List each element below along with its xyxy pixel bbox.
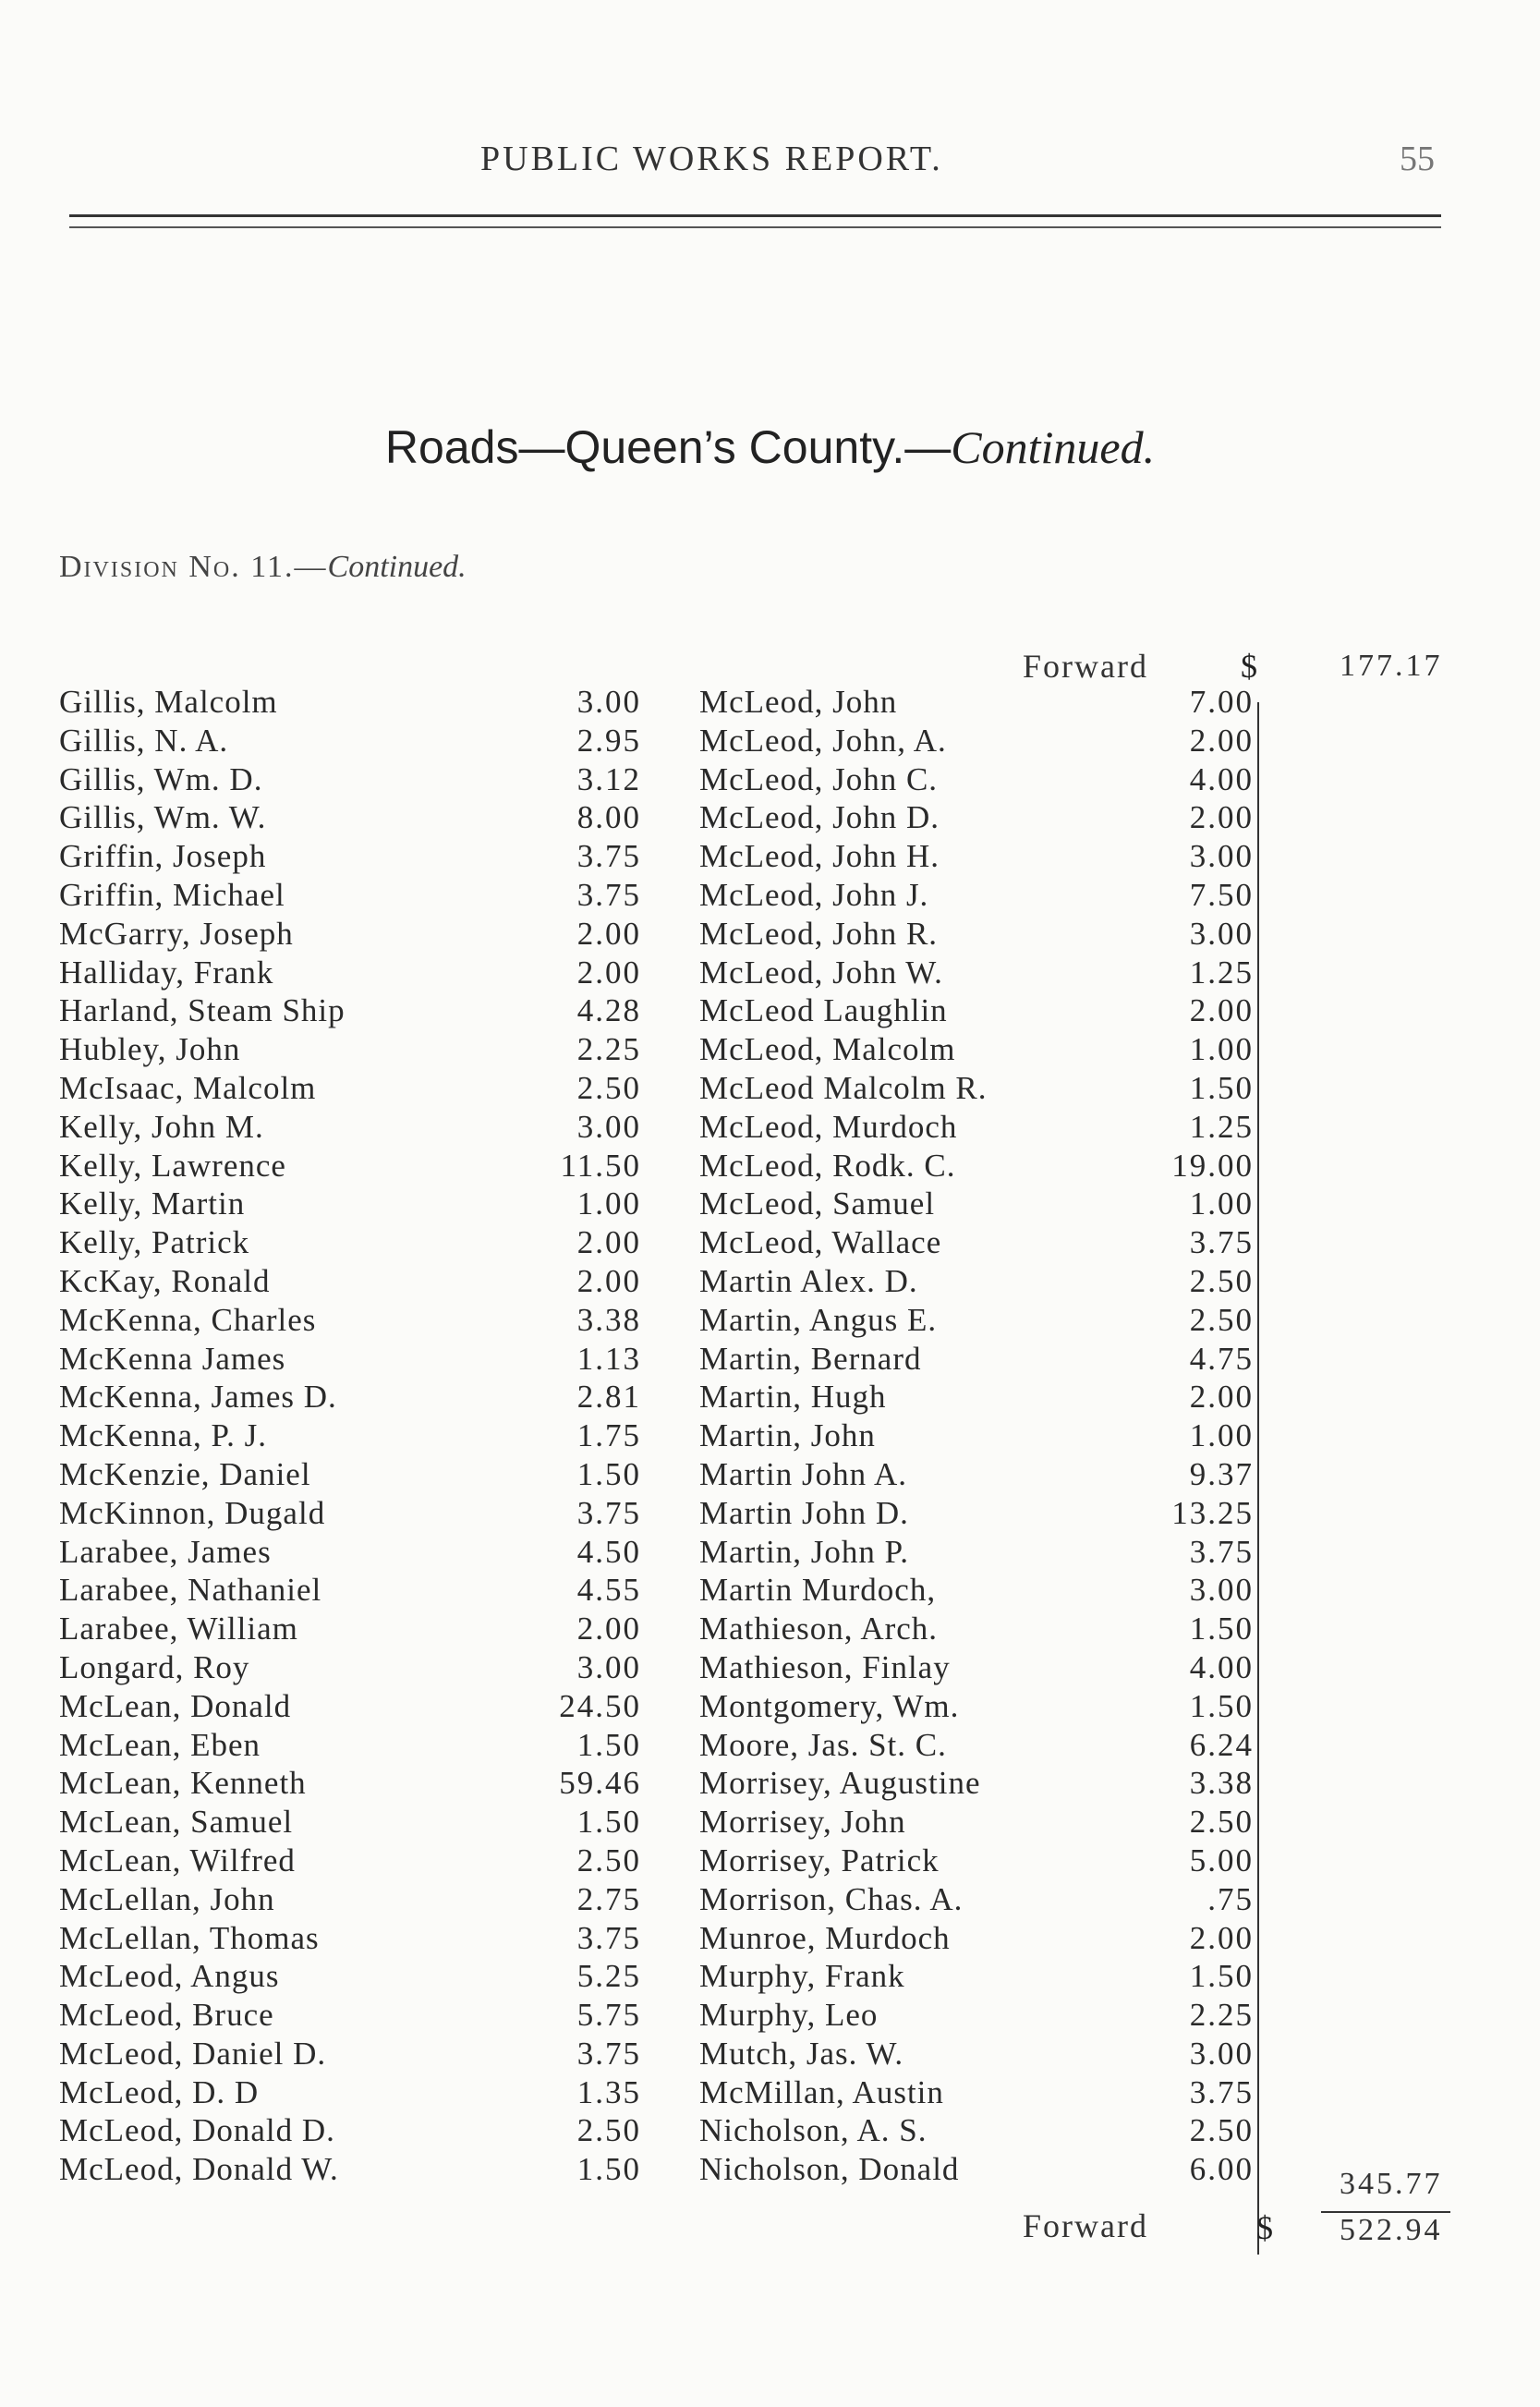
list-item	[699, 1920, 1254, 1959]
entry-amount: 24.50	[559, 1687, 641, 1724]
list-item	[59, 1185, 641, 1224]
entry-name: McLeod, D. D	[59, 2073, 260, 2110]
entry-name: Martin Alex. D.	[699, 1262, 918, 1299]
entry-amount: 3.75	[576, 876, 641, 913]
entry-amount: 5.75	[576, 1997, 641, 2034]
entry-amount: 2.50	[1189, 2112, 1254, 2149]
division-label: Division No.	[59, 550, 241, 584]
list-item	[699, 684, 1254, 723]
entry-name: McLeod, Bruce	[59, 1997, 274, 2034]
list-item	[699, 1688, 1254, 1727]
entry-name: Kelly, Patrick	[59, 1224, 250, 1261]
list-item	[699, 1997, 1254, 2036]
entry-amount: 1.00	[1189, 1031, 1254, 1068]
list-item	[59, 1842, 641, 1881]
entry-name: Morrison, Chas. A.	[699, 1880, 964, 1917]
entry-name: Martin, Hugh	[699, 1379, 887, 1416]
entry-amount: 2.00	[576, 954, 641, 991]
entry-name: Longard, Roy	[59, 1648, 250, 1685]
entry-name: Morrisey, John	[699, 1804, 906, 1841]
entry-amount: 4.00	[1189, 1648, 1254, 1685]
entry-name: Kelly, Lawrence	[59, 1147, 286, 1184]
amount-column-rule	[1257, 702, 1259, 2255]
entry-name: Gillis, Malcolm	[59, 684, 278, 720]
list-item	[699, 1224, 1254, 1263]
entry-name: McLeod, Rodk. C.	[699, 1147, 956, 1184]
entry-name: McLean, Samuel	[59, 1804, 294, 1841]
list-item	[59, 1109, 641, 1148]
entry-amount: 1.50	[1189, 1958, 1254, 1995]
list-item	[59, 954, 641, 993]
entry-name: Morrisey, Patrick	[699, 1842, 940, 1878]
entry-amount: 1.00	[576, 1185, 641, 1222]
entry-amount: 1.25	[1189, 1108, 1254, 1145]
entry-amount: 1.50	[1189, 1687, 1254, 1724]
forward-bottom-amount: 522.94	[1340, 2213, 1443, 2247]
list-item	[699, 992, 1254, 1031]
list-item	[59, 1920, 641, 1959]
entry-amount: 13.25	[1171, 1494, 1254, 1531]
entry-name: Larabee, James	[59, 1533, 272, 1570]
list-item	[699, 1572, 1254, 1611]
entry-amount: 7.00	[1189, 684, 1254, 720]
entry-name: McKenna, P. J.	[59, 1417, 267, 1454]
entry-name: Harland, Steam Ship	[59, 992, 346, 1029]
entry-amount: 2.00	[1189, 799, 1254, 836]
list-item	[699, 2151, 1254, 2190]
entry-amount: 2.25	[576, 1031, 641, 1068]
list-item	[699, 1070, 1254, 1109]
list-item	[699, 1534, 1254, 1573]
entry-amount: 3.00	[576, 1648, 641, 1685]
entry-name: Munroe, Murdoch	[699, 1919, 951, 1956]
list-item	[699, 723, 1254, 761]
division-heading	[59, 550, 467, 585]
header-rule	[69, 214, 1441, 228]
list-item	[699, 838, 1254, 877]
entry-amount: 1.50	[576, 1804, 641, 1841]
list-item	[699, 1031, 1254, 1070]
entry-name: Gillis, Wm. D.	[59, 760, 263, 797]
list-item	[59, 916, 641, 954]
entry-amount: 2.50	[1189, 1262, 1254, 1299]
entry-amount: 4.75	[1189, 1340, 1254, 1377]
entry-name: Moore, Jas. St. C.	[699, 1726, 947, 1763]
entry-name: McKenna James	[59, 1340, 286, 1377]
list-item	[59, 1456, 641, 1495]
list-item	[699, 954, 1254, 993]
list-item	[59, 992, 641, 1031]
entry-amount: 3.75	[1189, 1533, 1254, 1570]
left-entries-column	[59, 684, 641, 2190]
entry-name: McLeod, Angus	[59, 1958, 280, 1995]
entry-name: McKenna, Charles	[59, 1301, 317, 1338]
entry-amount: 3.75	[576, 2035, 641, 2072]
entry-name: Martin, John P.	[699, 1533, 909, 1570]
list-item	[59, 2112, 641, 2151]
list-item	[59, 1417, 641, 1456]
entry-name: McKinnon, Dugald	[59, 1494, 326, 1531]
entry-amount: 1.50	[1189, 1069, 1254, 1106]
entry-name: McLeod, John R.	[699, 915, 939, 952]
entry-name: McLeod, Donald W.	[59, 2151, 339, 2188]
entry-name: McIsaac, Malcolm	[59, 1069, 317, 1106]
list-item	[699, 1456, 1254, 1495]
entry-amount: 3.75	[1189, 1224, 1254, 1261]
list-item	[699, 1649, 1254, 1688]
entry-amount: 1.75	[576, 1417, 641, 1454]
division-number: 11.—	[250, 550, 328, 584]
section-title-continued: Continued.	[951, 421, 1156, 473]
entry-amount: 2.50	[576, 1069, 641, 1106]
entry-name: Griffin, Michael	[59, 876, 285, 913]
entry-name: McLeod, John	[699, 684, 898, 720]
list-item	[59, 1495, 641, 1534]
forward-top-currency: $	[1241, 648, 1257, 685]
list-item	[699, 1958, 1254, 1997]
running-head: PUBLIC WORKS REPORT.	[480, 140, 943, 178]
entry-name: McLellan, Thomas	[59, 1919, 320, 1956]
entry-amount: 1.35	[576, 2073, 641, 2110]
list-item	[699, 799, 1254, 838]
entry-amount: 2.00	[576, 1224, 641, 1261]
list-item	[59, 1958, 641, 1997]
entry-amount: 3.00	[1189, 2035, 1254, 2072]
entry-name: McLeod, Donald D.	[59, 2112, 335, 2149]
list-item	[699, 1765, 1254, 1804]
entry-name: Martin, John	[699, 1417, 876, 1454]
section-title-main: Roads—Queen’s County.—	[384, 421, 952, 473]
entry-name: McLeod, John, A.	[699, 722, 947, 759]
entry-name: McLean, Wilfred	[59, 1842, 296, 1878]
entry-name: McKenzie, Daniel	[59, 1455, 311, 1492]
page-number: 55	[1400, 140, 1435, 178]
list-item	[59, 1263, 641, 1302]
entry-name: Mathieson, Finlay	[699, 1648, 951, 1685]
list-item	[59, 2074, 641, 2113]
entry-amount: 1.50	[576, 1726, 641, 1763]
list-item	[59, 1688, 641, 1727]
list-item	[59, 684, 641, 723]
entry-amount: 2.00	[576, 1611, 641, 1647]
entry-amount: 2.50	[1189, 1301, 1254, 1338]
entry-amount: 6.24	[1189, 1726, 1254, 1763]
entry-name: Martin, Bernard	[699, 1340, 922, 1377]
entry-name: Kelly, Martin	[59, 1185, 246, 1222]
entry-name: Murphy, Leo	[699, 1997, 879, 2034]
entry-amount: 3.00	[1189, 1572, 1254, 1609]
entry-name: McLeod, Samuel	[699, 1185, 936, 1222]
entry-amount: 9.37	[1189, 1455, 1254, 1492]
section-title	[0, 420, 1540, 474]
entry-name: Gillis, N. A.	[59, 722, 229, 759]
entry-name: McLeod, John W.	[699, 954, 943, 991]
list-item	[699, 1185, 1254, 1224]
entry-amount: 3.75	[576, 1494, 641, 1531]
list-item	[699, 1302, 1254, 1341]
entry-amount: 1.25	[1189, 954, 1254, 991]
entry-amount: 3.00	[1189, 915, 1254, 952]
list-item	[699, 1804, 1254, 1842]
list-item	[59, 1031, 641, 1070]
list-item	[59, 723, 641, 761]
entry-amount: 2.00	[1189, 722, 1254, 759]
entry-name: McLeod, John H.	[699, 838, 940, 875]
entry-amount: 19.00	[1171, 1147, 1254, 1184]
entry-name: Larabee, Nathaniel	[59, 1572, 322, 1609]
entry-amount: .75	[1207, 1880, 1254, 1917]
entry-name: McLeod, Malcolm	[699, 1031, 956, 1068]
list-item	[699, 916, 1254, 954]
list-item	[59, 1070, 641, 1109]
forward-top-amount: 177.17	[1340, 649, 1443, 683]
entry-amount: 3.00	[576, 1108, 641, 1145]
list-item	[699, 2074, 1254, 2113]
entry-amount: 59.46	[559, 1765, 641, 1802]
list-item	[699, 1379, 1254, 1417]
list-item	[59, 1997, 641, 2036]
list-item	[59, 1148, 641, 1186]
entry-amount: 11.50	[560, 1147, 641, 1184]
list-item	[699, 1881, 1254, 1920]
entry-amount: 1.50	[576, 2151, 641, 2188]
list-item	[699, 1341, 1254, 1380]
entry-amount: 2.00	[1189, 992, 1254, 1029]
entry-amount: 2.00	[576, 915, 641, 952]
entry-name: McMillan, Austin	[699, 2073, 944, 2110]
entry-amount: 3.75	[1189, 2073, 1254, 2110]
entry-name: Halliday, Frank	[59, 954, 274, 991]
entry-amount: 1.13	[576, 1340, 641, 1377]
entry-name: Larabee, William	[59, 1611, 298, 1647]
list-item	[699, 1109, 1254, 1148]
list-item	[59, 1379, 641, 1417]
forward-bottom-label: Forward	[1023, 2207, 1148, 2244]
list-item	[59, 877, 641, 916]
entry-name: McLeod, John C.	[699, 760, 939, 797]
entry-name: Hubley, John	[59, 1031, 241, 1068]
entry-amount: 3.38	[576, 1301, 641, 1338]
list-item	[59, 838, 641, 877]
entry-name: Nicholson, A. S.	[699, 2112, 928, 2149]
entry-name: KcKay, Ronald	[59, 1262, 271, 1299]
list-item	[59, 1611, 641, 1649]
list-item	[699, 2112, 1254, 2151]
entry-amount: 2.00	[1189, 1919, 1254, 1956]
list-item	[59, 1765, 641, 1804]
entry-amount: 7.50	[1189, 876, 1254, 913]
list-item	[699, 1417, 1254, 1456]
list-item	[59, 1224, 641, 1263]
entry-amount: 8.00	[576, 799, 641, 836]
list-item	[699, 877, 1254, 916]
entry-amount: 4.28	[576, 992, 641, 1029]
entry-amount: 2.81	[576, 1379, 641, 1416]
entry-amount: 4.50	[576, 1533, 641, 1570]
entry-amount: 1.00	[1189, 1185, 1254, 1222]
entry-name: McLeod, John D.	[699, 799, 940, 836]
list-item	[59, 761, 641, 800]
entry-amount: 3.38	[1189, 1765, 1254, 1802]
list-item	[59, 1341, 641, 1380]
entry-name: Martin John A.	[699, 1455, 907, 1492]
entry-amount: 1.50	[1189, 1611, 1254, 1647]
entry-amount: 2.25	[1189, 1997, 1254, 2034]
forward-top-label: Forward	[1023, 648, 1148, 685]
right-entries-column	[699, 684, 1254, 2190]
list-item	[699, 1263, 1254, 1302]
entry-name: Murphy, Frank	[699, 1958, 905, 1995]
entry-amount: 2.95	[576, 722, 641, 759]
entry-amount: 5.25	[576, 1958, 641, 1995]
list-item	[59, 1804, 641, 1842]
entry-amount: 4.55	[576, 1572, 641, 1609]
entry-name: Martin, Angus E.	[699, 1301, 938, 1338]
division-continued: Continued.	[327, 550, 467, 584]
list-item	[59, 1727, 641, 1766]
entry-amount: 2.50	[576, 1842, 641, 1878]
entry-amount: 5.00	[1189, 1842, 1254, 1878]
entry-name: Kelly, John M.	[59, 1108, 264, 1145]
entry-name: McKenna, James D.	[59, 1379, 337, 1416]
entry-amount: 2.50	[1189, 1804, 1254, 1841]
list-item	[59, 1302, 641, 1341]
entry-amount: 4.00	[1189, 760, 1254, 797]
entry-name: Morrisey, Augustine	[699, 1765, 981, 1802]
entry-name: Martin John D.	[699, 1494, 909, 1531]
list-item	[699, 761, 1254, 800]
entry-name: McLeod, Murdoch	[699, 1108, 958, 1145]
list-item	[699, 2036, 1254, 2074]
page-header	[0, 139, 1540, 194]
entry-name: Nicholson, Donald	[699, 2151, 960, 2188]
entry-name: Griffin, Joseph	[59, 838, 267, 875]
list-item	[59, 799, 641, 838]
entry-amount: 3.75	[576, 1919, 641, 1956]
entry-name: Mutch, Jas. W.	[699, 2035, 904, 2072]
entry-name: Montgomery, Wm.	[699, 1687, 960, 1724]
entry-name: McLean, Donald	[59, 1687, 292, 1724]
entry-amount: 6.00	[1189, 2151, 1254, 2188]
entry-amount: 3.75	[576, 838, 641, 875]
list-item	[699, 1611, 1254, 1649]
entry-name: McLeod Laughlin	[699, 992, 948, 1029]
list-item	[59, 2151, 641, 2190]
entry-name: McLean, Kenneth	[59, 1765, 307, 1802]
list-item	[59, 1649, 641, 1688]
entry-amount: 2.50	[576, 2112, 641, 2149]
entry-amount: 1.00	[1189, 1417, 1254, 1454]
list-item	[699, 1148, 1254, 1186]
entry-name: Gillis, Wm. W.	[59, 799, 267, 836]
entry-amount: 2.00	[576, 1262, 641, 1299]
entry-name: McLeod, John J.	[699, 876, 929, 913]
list-item	[59, 1534, 641, 1573]
list-item	[59, 1572, 641, 1611]
entry-amount: 1.50	[576, 1455, 641, 1492]
list-item	[59, 2036, 641, 2074]
entry-name: Mathieson, Arch.	[699, 1611, 939, 1647]
list-item	[699, 1727, 1254, 1766]
entry-name: McLeod Malcolm R.	[699, 1069, 988, 1106]
entry-name: McGarry, Joseph	[59, 915, 294, 952]
list-item	[699, 1842, 1254, 1881]
entry-name: McLeod, Daniel D.	[59, 2035, 327, 2072]
list-item	[59, 1881, 641, 1920]
entry-amount: 3.00	[1189, 838, 1254, 875]
page-subtotal: 345.77	[1340, 2167, 1443, 2201]
forward-bottom-currency: $	[1256, 2209, 1273, 2246]
entry-amount: 3.12	[576, 760, 641, 797]
entry-amount: 2.75	[576, 1880, 641, 1917]
entry-name: Martin Murdoch,	[699, 1572, 937, 1609]
entry-amount: 2.00	[1189, 1379, 1254, 1416]
list-item	[699, 1495, 1254, 1534]
entry-name: McLean, Eben	[59, 1726, 261, 1763]
entry-amount: 3.00	[576, 684, 641, 720]
entry-name: McLellan, John	[59, 1880, 275, 1917]
entry-name: McLeod, Wallace	[699, 1224, 942, 1261]
